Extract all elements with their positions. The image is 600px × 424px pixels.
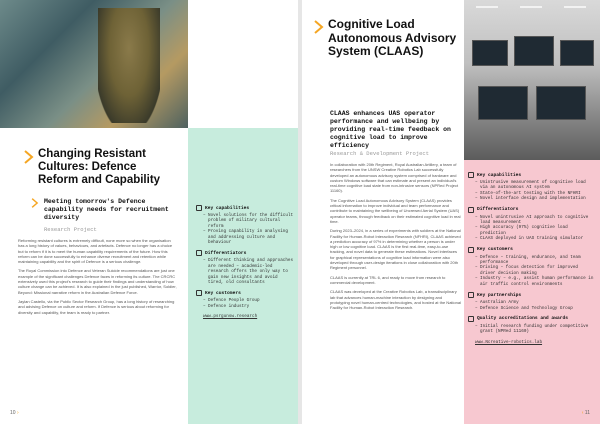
box-heading: Key customers: [196, 290, 294, 296]
project-label: Research & Development Project: [330, 150, 430, 157]
partnerships-list: [475, 300, 596, 311]
box-heading: Differentiators: [196, 250, 294, 256]
monitor-screen: [536, 86, 586, 120]
list-item: – Industry – e.g., assist human performance in air traffic control environments: [475, 276, 596, 287]
list-item: – CLAAS deployed in UAS training simulator: [475, 236, 596, 241]
box-heading: Key partnerships: [468, 292, 596, 298]
list-item: – Initial research funding under competitive grant (NPRed 11160): [475, 324, 596, 335]
awards-icon: [468, 316, 474, 322]
box-heading: Quality accreditations and awards: [468, 316, 596, 322]
capability-box: [196, 205, 294, 319]
body-paragraph: CLAAS is currently at TRL 6, and ready to move from research to commercial development.: [330, 274, 446, 285]
capabilities-list: [203, 213, 294, 245]
list-item: – Defence industry: [203, 304, 294, 309]
ceiling-light: [564, 6, 586, 8]
chevron-right-icon: [312, 20, 326, 34]
website-link[interactable]: www.Ncreative-robotics.lab: [475, 339, 543, 345]
differentiators-icon: [196, 250, 202, 256]
body-paragraph: In collaboration with 20th Regiment, Royal Australian Artillery, a team of researchers from the UNSW Creative Robotics Lab successfully developed an autonomous advisory system comprised of hardware and custom Windows software that can estimate and present an individual's real-time cognitive load state from non-intrusive sensors (NPRed Project 11160).: [330, 162, 459, 194]
control-room-photo: [464, 0, 600, 160]
box-heading: Key customers: [468, 247, 596, 253]
monitor-screen: [472, 40, 508, 66]
page-number: 10 ›: [10, 410, 19, 416]
page-number: ‹ 11: [581, 410, 590, 416]
box-heading: Differentiators: [468, 207, 596, 213]
article-subtitle: Meeting tomorrow's Defence capability needs for recruitment diversity: [44, 198, 169, 221]
ceiling-light: [476, 6, 498, 8]
soldier-figure: [98, 8, 160, 123]
list-item: – Defence – training, endurance, and team performance: [475, 255, 596, 266]
monitor-screen: [560, 40, 594, 66]
box-heading: Key capabilities: [468, 172, 596, 178]
project-label: Research Project: [44, 226, 97, 233]
list-item: – Novel solutions for the difficult problem of military cultural reform: [203, 213, 294, 229]
body-paragraph: The Cognitive Load Autonomous Advisory System (CLAAS) provides critical information to improve individual and team performance and contribute to maintaining the wellbeing of Uncrewed Aerial System (UAS) operator teams, through feedback on their estimated cognitive load in real time.: [330, 197, 461, 224]
article-subtitle: CLAAS enhances UAS operator performance and wellbeing by providing real-time feedback on cognitive load to improve efficiency: [330, 110, 451, 149]
list-item: – Proving capability in analysing and addressing culture and behaviour: [203, 229, 294, 245]
left-page: [0, 0, 298, 424]
article-title: Cognitive Load Autonomous Advisory System (CLAAS): [328, 17, 457, 58]
differentiators-icon: [468, 207, 474, 213]
customers-list: [475, 255, 596, 287]
list-item: – Driving – focus detection for improved driver decision making: [475, 265, 596, 276]
list-item: – Defence Science and Technology Group: [475, 306, 596, 311]
chevron-right-icon: [22, 150, 36, 164]
list-item: – State-of-the-art testing with the NFHRI: [475, 191, 596, 196]
list-item: – Defence People Group: [203, 298, 294, 303]
monitor-screen: [478, 86, 528, 120]
white-block: [188, 0, 298, 128]
article-title: Changing Resistant Cultures: Defence Reform and Capability: [38, 148, 161, 186]
list-item: – Novel interface design and implementation: [475, 196, 596, 201]
article-body: [18, 238, 178, 319]
monitor-screen: [514, 36, 554, 66]
body-paragraph: CLAAS was developed at the Creative Robotics Lab, a transdisciplinary lab that advances human-machine interaction by designing and prototyping novel human-centred technologies, and hosted at the National Facility for Human-Robot Interaction Research.: [330, 289, 461, 311]
customers-icon: [468, 247, 474, 253]
list-item: – Different thinking and approaches are needed – academic-led research offers the only way to gain new insights and avoid tired, old consultants: [203, 258, 294, 285]
body-paragraph: Jaylan Castello, via the Public Sector Research Group, has a long history of researching and advising Defence on culture and reform. If Defence is serious about reforming for diversity and capability, the team is ready to partner.: [18, 298, 175, 315]
list-item: – Unintrusive measurement of cognitive load via an autonomous AI system: [475, 180, 596, 191]
chevron-right-icon: [30, 198, 40, 208]
article-body: [330, 162, 462, 314]
list-item: – Australian Army: [475, 300, 596, 305]
capabilities-icon: [196, 205, 202, 211]
capability-box: [468, 172, 596, 345]
customers-list: [203, 298, 294, 309]
awards-list: [475, 324, 596, 335]
soldier-photo: [0, 0, 188, 128]
partnerships-icon: [468, 292, 474, 298]
capabilities-icon: [468, 172, 474, 178]
differentiators-list: [203, 258, 294, 285]
capabilities-list: [475, 180, 596, 202]
body-paragraph: Reforming resistant cultures is extremely difficult, none more so when the organisation has a long history of values, behaviours, and artefacts. Defence no longer has a choice but to reform if it is to meet the human capability requirements of the future. How this reform can be done successfully to enhance diverse recruitment and retention while maintaining capability and the spirit of Defence is a serious challenge.: [18, 238, 173, 265]
ceiling-light: [520, 6, 542, 8]
customers-icon: [196, 290, 202, 296]
box-heading: Key capabilities: [196, 205, 294, 211]
differentiators-list: [475, 215, 596, 242]
body-paragraph: During 2023–2024, in a series of experiments with soldiers at the National Facility for Human-Robot Interaction Research (NFHRI), CLAAS achieved a prediction accuracy of 97% in determining whether a person is under high or low cognitive load. CLAAS is the first real-time, easy-to-use tracking, and novel data to generate these estimations. Novel interfaces for graphical representations of cognitive load information were also developed through user-design iterations in close collaboration with 20th Regiment personnel.: [330, 228, 461, 271]
list-item: – Novel unintrusive AI approach to cognitive load measurement: [475, 215, 596, 226]
body-paragraph: The Royal Commission into Defence and Veteran Suicide recommendations are just one example of the significant challenges Defence faces in reforming its culture. The CRCRC extensively used this project's research to guide their findings and understanding of how culture change can be achieved. It is also explained in the just published, Warrior, Soldier, Beyond: Missional narrative reform in the Australian Defence Force.: [18, 268, 177, 295]
website-link[interactable]: www.psrgunsw.research: [203, 314, 258, 320]
right-page: [302, 0, 600, 424]
list-item: – High accuracy (97%) cognitive load prediction: [475, 225, 596, 236]
